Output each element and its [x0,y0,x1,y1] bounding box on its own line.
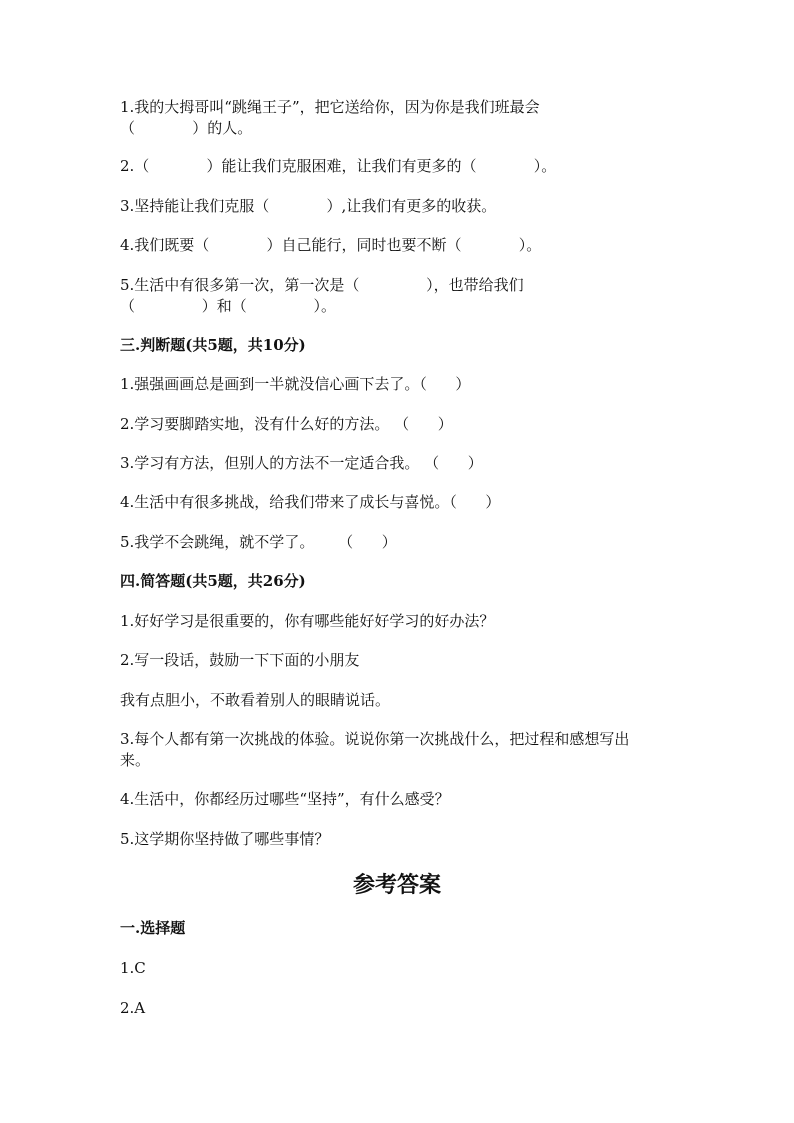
short-answer-q1: 1.好好学习是很重要的，你有哪些能好好学习的好办法？ [120,612,495,630]
short-answer-q2-prompt: 我有点胆小，不敢看着别人的眼睛说话。 [120,691,391,709]
true-false-heading: 三.判断题(共5题，共10分) [120,336,306,354]
fill-blank-q1-line1: 1.我的大拇哥叫“跳绳王子”，把它送给你，因为你是我们班最会 [120,98,540,116]
true-false-item: 2.学习要脚踏实地，没有什么好的方法。 （ ） [120,415,453,433]
short-answer-q3-line1: 3.每个人都有第一次挑战的体验。说说你第一次挑战什么，把过程和感想写出 [120,730,630,748]
answer-item: 1.C [120,959,146,977]
answers-heading: 一.选择题 [120,919,186,937]
fill-blank-q5-line2: （ ）和（ ）。 [120,297,337,315]
fill-blank-q1-line2: （ ）的人。 [120,119,253,137]
fill-blank-q4: 4.我们既要（ ）自己能行，同时也要不断（ ）。 [120,236,542,254]
short-answer-heading: 四.简答题(共5题，共26分) [120,572,306,590]
fill-blank-q3: 3.坚持能让我们克服（ ）,让我们有更多的收获。 [120,197,497,215]
true-false-item: 4.生活中有很多挑战，给我们带来了成长与喜悦。（ ） [120,493,501,511]
true-false-item: 5.我学不会跳绳，就不学了。 （ ） [120,533,397,551]
answers-title: 参考答案 [352,872,441,898]
short-answer-q3-line2: 来。 [120,751,151,769]
short-answer-q5: 5.这学期你坚持做了哪些事情？ [120,830,330,848]
true-false-item: 3.学习有方法，但别人的方法不一定适合我。 （ ） [120,454,483,472]
short-answer-q4: 4.生活中，你都经历过哪些“坚持”，有什么感受？ [120,790,450,808]
short-answer-q2: 2.写一段话，鼓励一下下面的小朋友 [120,651,360,669]
true-false-item: 1.强强画画总是画到一半就没信心画下去了。（ ） [120,375,471,393]
fill-blank-q2: 2.（ ）能让我们克服困难，让我们有更多的（ ）。 [120,157,557,175]
fill-blank-q5-line1: 5.生活中有很多第一次，第一次是（ ），也带给我们 [120,276,524,294]
answer-item: 2.A [120,999,146,1017]
